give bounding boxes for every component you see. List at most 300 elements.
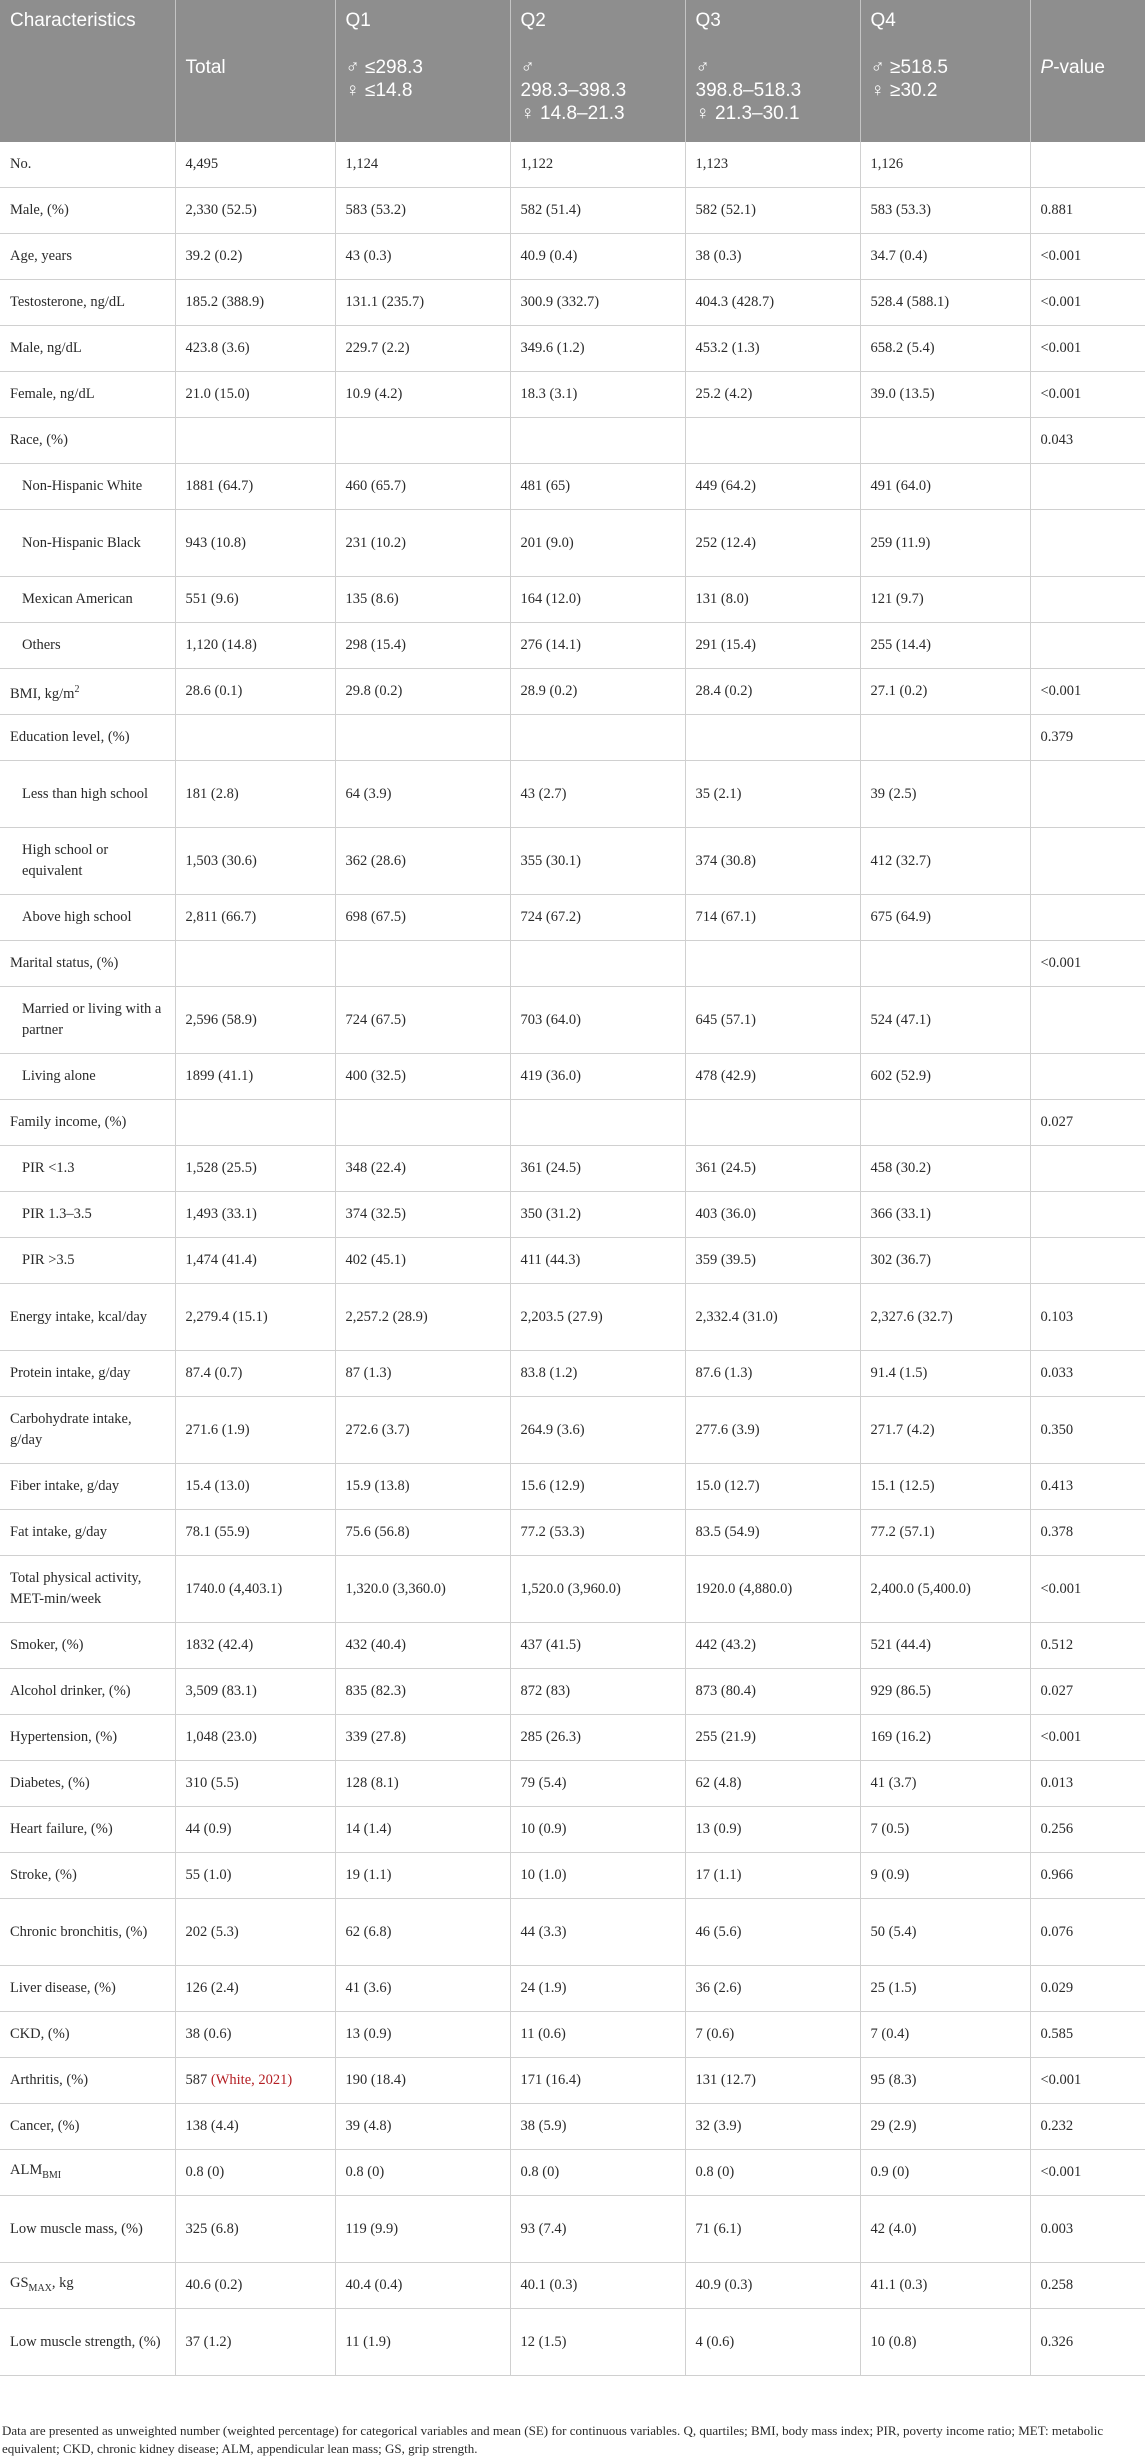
row-label [0,669,175,715]
table-row [0,1761,1145,1807]
cell-value: 0.027 [1040,1114,1074,1130]
cell-value: <0.001 [1040,2072,1082,2088]
cell-value: 442 (43.2) [695,1637,756,1653]
table-row [0,372,1145,418]
table-row [0,1284,1145,1351]
header-characteristics: Characteristics [0,0,175,52]
cell-value: 28.4 (0.2) [695,683,753,699]
table-row [0,577,1145,623]
cell-value: 15.1 (12.5) [870,1478,935,1494]
cell-value: 645 (57.1) [695,1011,756,1028]
cell-q4 [860,577,1030,623]
row-label-text: PIR >3.5 [22,1252,75,1268]
p-italic: P [1040,57,1054,78]
cell-value: 0.326 [1040,2333,1074,2350]
table-row [0,326,1145,372]
cell-value: 10.9 (4.2) [345,386,403,402]
row-label [0,234,175,280]
row-label-text: Arthritis, (%) [10,2072,89,2088]
cell-p [1030,1899,1145,1966]
cell-q2 [510,1556,685,1623]
row-label [0,1192,175,1238]
cell-q1 [335,1510,510,1556]
cell-q2 [510,2263,685,2309]
row-label [0,464,175,510]
cell-q4 [860,895,1030,941]
cell-q3 [685,2263,860,2309]
cell-q4 [860,372,1030,418]
cell-q4 [860,1464,1030,1510]
cell-q2 [510,1623,685,1669]
table-row [0,1238,1145,1284]
cell-p [1030,1669,1145,1715]
cell-q1 [335,2309,510,2376]
row-label-text: Testosterone, ng/dL [10,294,125,310]
cell-q3 [685,510,860,577]
cell-q3 [685,987,860,1054]
cell-q3 [685,1669,860,1715]
cell-total [175,510,335,577]
cell-value: 2,257.2 (28.9) [345,1308,428,1325]
cell-value: 169 (16.2) [870,1729,931,1745]
cell-total [175,1623,335,1669]
cell-value: 521 (44.4) [870,1637,931,1653]
cell-q1 [335,895,510,941]
row-label-text: Male, ng/dL [10,340,82,356]
cell-value: 481 (65) [520,478,571,494]
cell-value: 29 (2.9) [870,2118,917,2134]
cell-q1 [335,1761,510,1807]
cell-value: 40.9 (0.4) [520,248,578,264]
cell-q3 [685,2309,860,2376]
cell-value: 724 (67.2) [520,909,581,925]
cell-total [175,1464,335,1510]
cell-value: 366 (33.1) [870,1206,931,1222]
cell-value: 582 (52.1) [695,202,756,218]
cell-value: 185.2 (388.9) [185,294,265,310]
cell-value: 164 (12.0) [520,591,581,607]
cell-value: 41 (3.7) [870,1775,917,1791]
cell-total [175,1100,335,1146]
cell-p [1030,715,1145,761]
cell-value: 1,122 [520,156,554,172]
table-row [0,1100,1145,1146]
cell-q4 [860,1192,1030,1238]
row-label-text: Liver disease, (%) [10,1980,116,1996]
row-label [0,1623,175,1669]
cell-value: 1920.0 (4,880.0) [695,1580,793,1597]
row-label-text: GS [10,2274,29,2291]
cell-value: <0.001 [1040,2164,1082,2180]
cell-q4 [860,1397,1030,1464]
row-label [0,1966,175,2012]
row-label-text: BMI, kg/m [10,685,75,702]
cell-value: 0.966 [1040,1867,1074,1883]
cell-q1 [335,464,510,510]
cell-value: 15.9 (13.8) [345,1478,410,1494]
cell-value: 91.4 (1.5) [870,1365,928,1381]
cell-q3 [685,715,860,761]
cell-q3 [685,761,860,828]
cell-value: 32 (3.9) [695,2118,742,2134]
cell-total [175,2196,335,2263]
cell-total [175,372,335,418]
cell-value: 190 (18.4) [345,2072,406,2088]
cell-total [175,828,335,895]
cell-value: 1,048 (23.0) [185,1729,257,1745]
cell-q3 [685,372,860,418]
cell-value: 339 (27.8) [345,1729,406,1745]
table-row [0,1351,1145,1397]
cell-q3 [685,188,860,234]
cell-total [175,895,335,941]
cell-value: 28.9 (0.2) [520,683,578,699]
cell-value: 39.2 (0.2) [185,248,243,264]
table-row [0,1899,1145,1966]
cell-p [1030,941,1145,987]
cell-value: 83.8 (1.2) [520,1365,578,1381]
cell-value: 28.6 (0.1) [185,683,243,699]
row-label [0,142,175,188]
cell-value: 46 (5.6) [695,1923,742,1940]
cell-q4 [860,1966,1030,2012]
cell-q4 [860,418,1030,464]
cell-value: 181 (2.8) [185,785,239,802]
cell-value: 0.350 [1040,1421,1074,1438]
cell-value: 50 (5.4) [870,1923,917,1940]
cell-value: 14 (1.4) [345,1821,392,1837]
row-label-text: No. [10,156,32,172]
cell-p [1030,188,1145,234]
cell-value: 2,203.5 (27.9) [520,1308,603,1325]
cell-q2 [510,1464,685,1510]
q1-female-range: ♀ ≤14.8 [345,80,413,101]
cell-q3 [685,234,860,280]
cell-value: 453.2 (1.3) [695,340,760,356]
row-label-text: Family income, (%) [10,1114,127,1130]
cell-value: 403 (36.0) [695,1206,756,1222]
cell-q3 [685,1623,860,1669]
row-label-text: PIR <1.3 [22,1160,75,1176]
table-row [0,2104,1145,2150]
cell-value: 0.029 [1040,1980,1074,1996]
table-row [0,1715,1145,1761]
cell-value: 300.9 (332.7) [520,294,600,310]
cell-q4 [860,234,1030,280]
cell-value: 55 (1.0) [185,1867,232,1883]
cell-q1 [335,1853,510,1899]
cell-total [175,1669,335,1715]
row-label [0,1761,175,1807]
cell-q4 [860,669,1030,715]
table-row [0,234,1145,280]
cell-value: 121 (9.7) [870,591,924,607]
cell-q2 [510,1715,685,1761]
cell-value: <0.001 [1040,683,1082,699]
header-q3-range [685,52,860,142]
cell-q2 [510,2058,685,2104]
cell-q1 [335,1100,510,1146]
row-label-text: Cancer, (%) [10,2118,80,2134]
cell-q3 [685,2104,860,2150]
p-rest: -value [1053,57,1105,78]
cell-value: 0.8 (0) [185,2164,225,2180]
cell-q3 [685,1238,860,1284]
cell-value: 10 (1.0) [520,1867,567,1883]
cell-value: 41 (3.6) [345,1980,392,1996]
cell-value: 11 (0.6) [520,2026,566,2042]
header-p-value [1030,52,1145,142]
cell-value: 271.6 (1.9) [185,1421,250,1438]
cell-q4 [860,142,1030,188]
cell-q4 [860,1899,1030,1966]
cell-value: 43 (0.3) [345,248,392,264]
row-label [0,1899,175,1966]
cell-value: 39.0 (13.5) [870,386,935,402]
cell-value: 1,503 (30.6) [185,852,257,869]
cell-value: 255 (14.4) [870,637,931,653]
cell-value: 37 (1.2) [185,2333,232,2350]
cell-p [1030,2104,1145,2150]
cell-value: 285 (26.3) [520,1729,581,1745]
table-footnote: Data are presented as unweighted number (weighted percentage) for categorical variables and mean (SE) for continuous variables. Q, quartiles; BMI, body mass index; PIR, poverty income ratio; MET: metabolic equivalent; CKD, chronic kidney disease; ALM, appendicular lean mass; GS, grip strength. [2,2423,1104,2456]
cell-q3 [685,1853,860,1899]
cell-q4 [860,510,1030,577]
cell-total [175,1715,335,1761]
cell-q1 [335,623,510,669]
cell-value: 42 (4.0) [870,2220,917,2237]
cell-q4 [860,1669,1030,1715]
cell-p [1030,577,1145,623]
header-blank-2 [0,52,175,142]
row-label-subscript: BMI [42,2169,62,2181]
row-label-superscript: 2 [74,683,80,695]
row-label [0,1054,175,1100]
row-label-text: Age, years [10,248,73,264]
table-row [0,1853,1145,1899]
cell-value: 1740.0 (4,403.1) [185,1580,283,1597]
cell-value: 835 (82.3) [345,1683,406,1699]
cell-q3 [685,142,860,188]
cell-q4 [860,464,1030,510]
cell-q3 [685,828,860,895]
cell-value: 62 (6.8) [345,1923,392,1940]
row-label-text: Above high school [22,909,132,925]
row-label [0,623,175,669]
cell-q1 [335,234,510,280]
cell-q3 [685,326,860,372]
cell-q3 [685,1966,860,2012]
cell-q3 [685,1100,860,1146]
cell-p [1030,2196,1145,2263]
row-label-text: Living alone [22,1068,96,1084]
cell-q4 [860,1238,1030,1284]
cell-value: 355 (30.1) [520,852,581,869]
cell-q2 [510,1510,685,1556]
cell-q2 [510,1100,685,1146]
cell-value: <0.001 [1040,294,1082,310]
cell-q4 [860,1807,1030,1853]
q2-male-symbol: ♂ [520,57,535,78]
cell-value: 478 (42.9) [695,1068,756,1084]
cell-total [175,1899,335,1966]
cell-q3 [685,669,860,715]
row-label [0,1715,175,1761]
cell-value: 349.6 (1.2) [520,340,585,356]
cell-value: 131 (8.0) [695,591,749,607]
cell-value: 201 (9.0) [520,534,574,551]
row-label [0,1807,175,1853]
cell-value: 291 (15.4) [695,637,756,653]
cell-q3 [685,941,860,987]
row-label [0,2058,175,2104]
citation-link[interactable]: (White, 2021) [210,2072,293,2088]
cell-q1 [335,1966,510,2012]
row-label-text: Married or living with a partner [22,1001,162,1038]
cell-value: 40.9 (0.3) [695,2277,753,2293]
cell-q4 [860,2309,1030,2376]
row-label [0,1284,175,1351]
cell-p [1030,1351,1145,1397]
cell-total [175,987,335,1054]
cell-value: 79 (5.4) [520,1775,567,1791]
cell-value: 491 (64.0) [870,478,931,494]
cell-q2 [510,1669,685,1715]
cell-value: 1,320.0 (3,360.0) [345,1580,446,1597]
cell-value: 271.7 (4.2) [870,1421,935,1438]
row-label-text: Hypertension, (%) [10,1729,118,1745]
cell-p [1030,1464,1145,1510]
cell-q3 [685,2058,860,2104]
cell-value: 400 (32.5) [345,1068,406,1084]
cell-q2 [510,623,685,669]
cell-q2 [510,2150,685,2196]
cell-p [1030,1761,1145,1807]
cell-value: 29.8 (0.2) [345,683,403,699]
cell-value: 0.003 [1040,2220,1074,2237]
cell-value: 583 (53.3) [870,202,931,218]
cell-q1 [335,142,510,188]
row-label-text: Total physical activity, MET-min/week [10,1570,142,1607]
cell-q4 [860,1351,1030,1397]
cell-q1 [335,326,510,372]
cell-p [1030,1238,1145,1284]
cell-value: 359 (39.5) [695,1252,756,1268]
cell-q4 [860,280,1030,326]
cell-value: 34.7 (0.4) [870,248,928,264]
cell-value: 18.3 (3.1) [520,386,578,402]
cell-total [175,1238,335,1284]
cell-value: 402 (45.1) [345,1252,406,1268]
cell-total [175,2309,335,2376]
cell-q1 [335,1397,510,1464]
header-q2: Q2 [510,0,685,52]
cell-value: 83.5 (54.9) [695,1524,760,1540]
cell-q1 [335,1715,510,1761]
cell-p [1030,280,1145,326]
cell-value: 675 (64.9) [870,909,931,925]
row-label [0,1556,175,1623]
cell-value: 2,400.0 (5,400.0) [870,1580,971,1597]
cell-p [1030,1054,1145,1100]
header-q3: Q3 [685,0,860,52]
cell-value: 87.4 (0.7) [185,1365,243,1381]
cell-total [175,188,335,234]
cell-total [175,1556,335,1623]
cell-total [175,1761,335,1807]
row-label [0,828,175,895]
row-label [0,188,175,234]
cell-value: 0.8 (0) [345,2164,385,2180]
table-row [0,761,1145,828]
cell-p [1030,510,1145,577]
cell-q4 [860,1556,1030,1623]
cell-q1 [335,1146,510,1192]
cell-value: 77.2 (53.3) [520,1524,585,1540]
cell-q2 [510,1397,685,1464]
cell-value: 93 (7.4) [520,2220,567,2237]
cell-value: 929 (86.5) [870,1683,931,1699]
cell-value: 1,120 (14.8) [185,637,257,653]
cell-q3 [685,623,860,669]
table-row [0,2309,1145,2376]
cell-value: 38 (0.3) [695,248,742,264]
row-label [0,1397,175,1464]
cell-q4 [860,1054,1030,1100]
cell-q3 [685,2196,860,2263]
cell-value: 0.013 [1040,1775,1074,1791]
cell-value: 658.2 (5.4) [870,340,935,356]
cell-total [175,577,335,623]
cell-value: 10 (0.8) [870,2333,917,2350]
row-label-text: CKD, (%) [10,2026,70,2042]
cell-value: 0.258 [1040,2277,1074,2293]
cell-p [1030,2309,1145,2376]
cell-value: 0.512 [1040,1637,1074,1653]
cell-value: 703 (64.0) [520,1011,581,1028]
row-label-text: Protein intake, g/day [10,1365,131,1381]
cell-q3 [685,577,860,623]
cell-value: 259 (11.9) [870,534,931,551]
row-label [0,577,175,623]
cell-value: 2,332.4 (31.0) [695,1308,778,1325]
cell-value: 15.6 (12.9) [520,1478,585,1494]
cell-value: 0.379 [1040,729,1074,745]
cell-value: 2,279.4 (15.1) [185,1308,268,1325]
cell-q3 [685,418,860,464]
table-row [0,1807,1145,1853]
cell-total [175,2263,335,2309]
cell-value: 87.6 (1.3) [695,1365,753,1381]
cell-q4 [860,1146,1030,1192]
cell-q2 [510,941,685,987]
cell-q2 [510,2309,685,2376]
cell-p [1030,1807,1145,1853]
row-label [0,715,175,761]
cell-value: <0.001 [1040,1729,1082,1745]
cell-p [1030,1100,1145,1146]
cell-value: 35 (2.1) [695,785,742,802]
cell-q1 [335,2150,510,2196]
table-row [0,1192,1145,1238]
cell-q1 [335,1464,510,1510]
cell-total [175,941,335,987]
cell-value: 7 (0.4) [870,2026,910,2042]
row-label [0,280,175,326]
cell-value: 348 (22.4) [345,1160,406,1176]
table-row [0,142,1145,188]
cell-value: 361 (24.5) [695,1160,756,1176]
